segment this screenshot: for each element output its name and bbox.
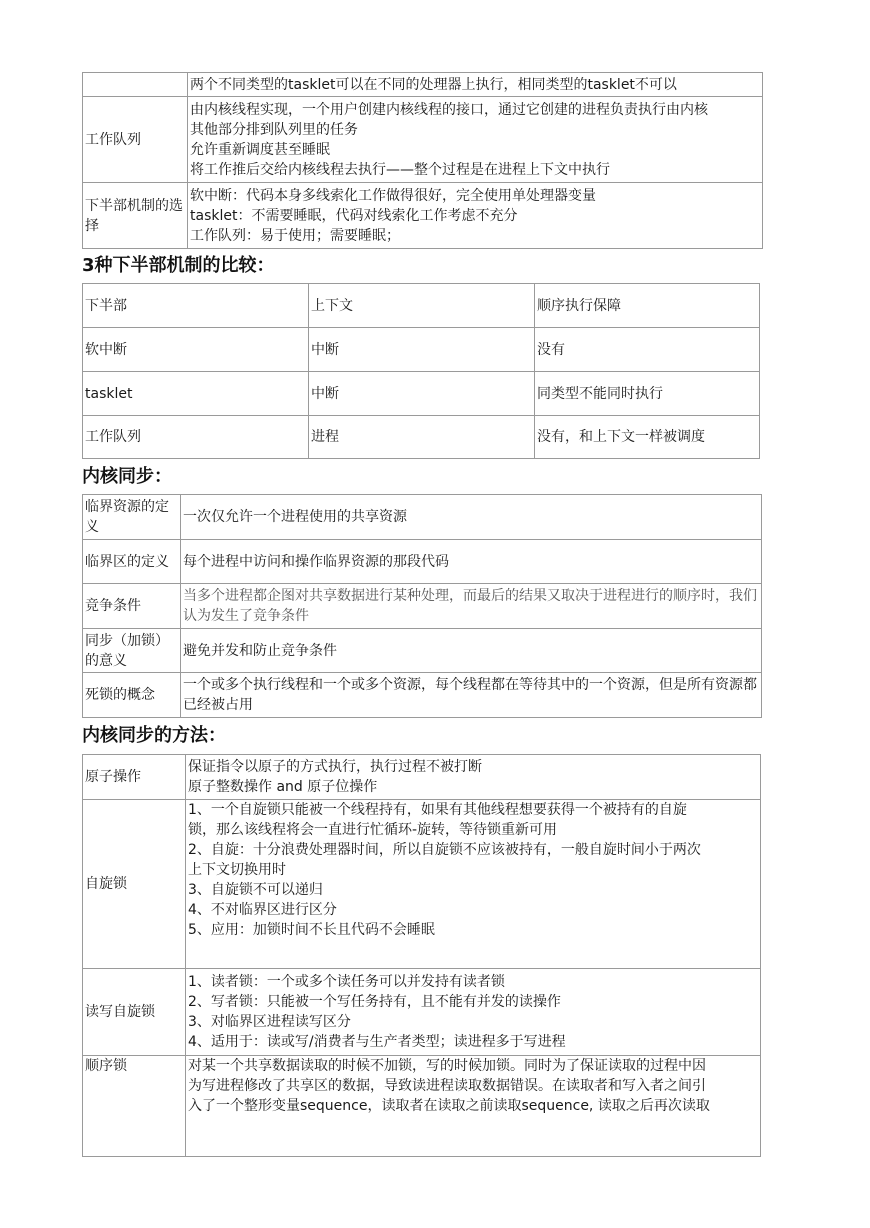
content-line: 对某一个共享数据读取的时候不加锁，写的时候加锁。同时为了保证读取的过程中因 [188,1058,706,1074]
content-line: 软中断：代码本身多线索化工作做得很好，完全使用单处理器变量 [190,187,596,204]
table-cell: 中断 [309,328,535,372]
row-label: 临界资源的定义 [83,495,181,540]
table-row [83,969,761,1056]
row-content [186,1056,761,1157]
table-cell: 没有，和上下文一样被调度 [535,416,760,459]
content-line: 3、对临界区进程读写区分 [188,1014,351,1030]
row-content [186,800,761,969]
row-label [83,73,188,97]
content-line: 4、不对临界区进行区分 [188,902,337,918]
row-label: 死锁的概念 [83,673,181,718]
row-content [186,969,761,1056]
content-line: 1、一个自旋锁只能被一个线程持有，如果有其他线程想要获得一个被持有的自旋 [188,802,687,818]
table-cell: tasklet [83,372,309,416]
sync-methods-table [82,754,761,1157]
content-line: 将工作推后交给内核线程去执行——整个过程是在进程上下文中执行 [190,161,610,178]
table-row [83,1056,761,1157]
content-line: 4、适用于：读或写/消费者与生产者类型；读进程多于写进程 [188,1034,566,1050]
content-line: 由内核线程实现，一个用户创建内核线程的接口，通过它创建的进程负责执行由内核 [190,101,708,118]
compare-table [82,283,760,459]
row-label: 同步（加锁）的意义 [83,629,181,673]
table-row [83,673,762,718]
row-content [186,755,761,800]
content-line: 入了一个整形变量sequence，读取者在读取之前读取sequence, 读取之后再次读取 [188,1098,710,1114]
table-header-row [83,284,760,328]
table-cell: 进程 [309,416,535,459]
bottom-half-table [82,72,763,249]
table-row [83,183,763,249]
table-row [83,73,763,97]
table-row [83,540,762,584]
table-row [83,416,760,459]
section-heading-sync: 内核同步： [82,466,172,487]
content-line: 2、写者锁：只能被一个写任务持有，且不能有并发的读操作 [188,994,561,1010]
content-line: 两个不同类型的tasklet可以在不同的处理器上执行，相同类型的tasklet不可以 [190,76,677,93]
table-cell: 工作队列 [83,416,309,459]
content-line: 上下文切换用时 [188,862,286,878]
table-row [83,97,763,183]
row-content [188,73,763,97]
content-line: 锁，那么该线程将会一直进行忙循环-旋转，等待锁重新可用 [188,822,558,838]
sync-table [82,494,762,718]
table-cell: 没有 [535,328,760,372]
section-heading-methods: 内核同步的方法： [82,725,226,746]
table-row [83,372,760,416]
row-content: 一个或多个执行线程和一个或多个资源，每个线程都在等待其中的一个资源，但是所有资源都已经被占用 [181,673,762,718]
content-line: 1、读者锁：一个或多个读任务可以并发持有读者锁 [188,974,505,990]
content-line: 保证指令以原子的方式执行，执行过程不被打断 [188,759,482,775]
content-line: 其他部分排到队列里的任务 [190,121,358,138]
row-label: 下半部机制的选择 [83,183,188,249]
row-label: 顺序锁 [83,1056,186,1157]
table-cell: 软中断 [83,328,309,372]
table-row [83,629,762,673]
content-line: 3、自旋锁不可以递归 [188,882,323,898]
content-line: tasklet：不需要睡眠，代码对线索化工作考虑不充分 [190,207,518,224]
content-line: 允许重新调度甚至睡眠 [190,141,330,158]
content-line: 5、应用：加锁时间不长且代码不会睡眠 [188,922,435,938]
table-cell: 同类型不能同时执行 [535,372,760,416]
row-content: 当多个进程都企图对共享数据进行某种处理，而最后的结果又取决于进程进行的顺序时，我们认为发生了竞争条件 [181,584,762,629]
content-line: 原子整数操作 and 原子位操作 [188,779,378,795]
row-label: 原子操作 [83,755,186,800]
row-label: 读写自旋锁 [83,969,186,1056]
row-label: 工作队列 [83,97,188,183]
table-cell: 中断 [309,372,535,416]
table-row [83,800,761,969]
row-label: 竞争条件 [83,584,181,629]
row-content: 一次仅允许一个进程使用的共享资源 [181,495,762,540]
row-content: 每个进程中访问和操作临界资源的那段代码 [181,540,762,584]
header-cell: 上下文 [309,284,535,328]
row-label: 自旋锁 [83,800,186,969]
row-content [188,183,763,249]
table-row [83,328,760,372]
table-row [83,495,762,540]
row-label: 临界区的定义 [83,540,181,584]
content-line: 2、自旋：十分浪费处理器时间，所以自旋锁不应该被持有，一般自旋时间小于两次 [188,842,701,858]
row-content: 避免并发和防止竞争条件 [181,629,762,673]
section-heading-compare: 3种下半部机制的比较： [82,255,275,276]
header-cell: 顺序执行保障 [535,284,760,328]
header-cell: 下半部 [83,284,309,328]
table-row [83,584,762,629]
content-line: 为写进程修改了共享区的数据，导致读进程读取数据错误。在读取者和写入者之间引 [188,1078,706,1094]
content-line: 工作队列：易于使用；需要睡眠； [190,227,400,244]
row-content [188,97,763,183]
table-row [83,755,761,800]
